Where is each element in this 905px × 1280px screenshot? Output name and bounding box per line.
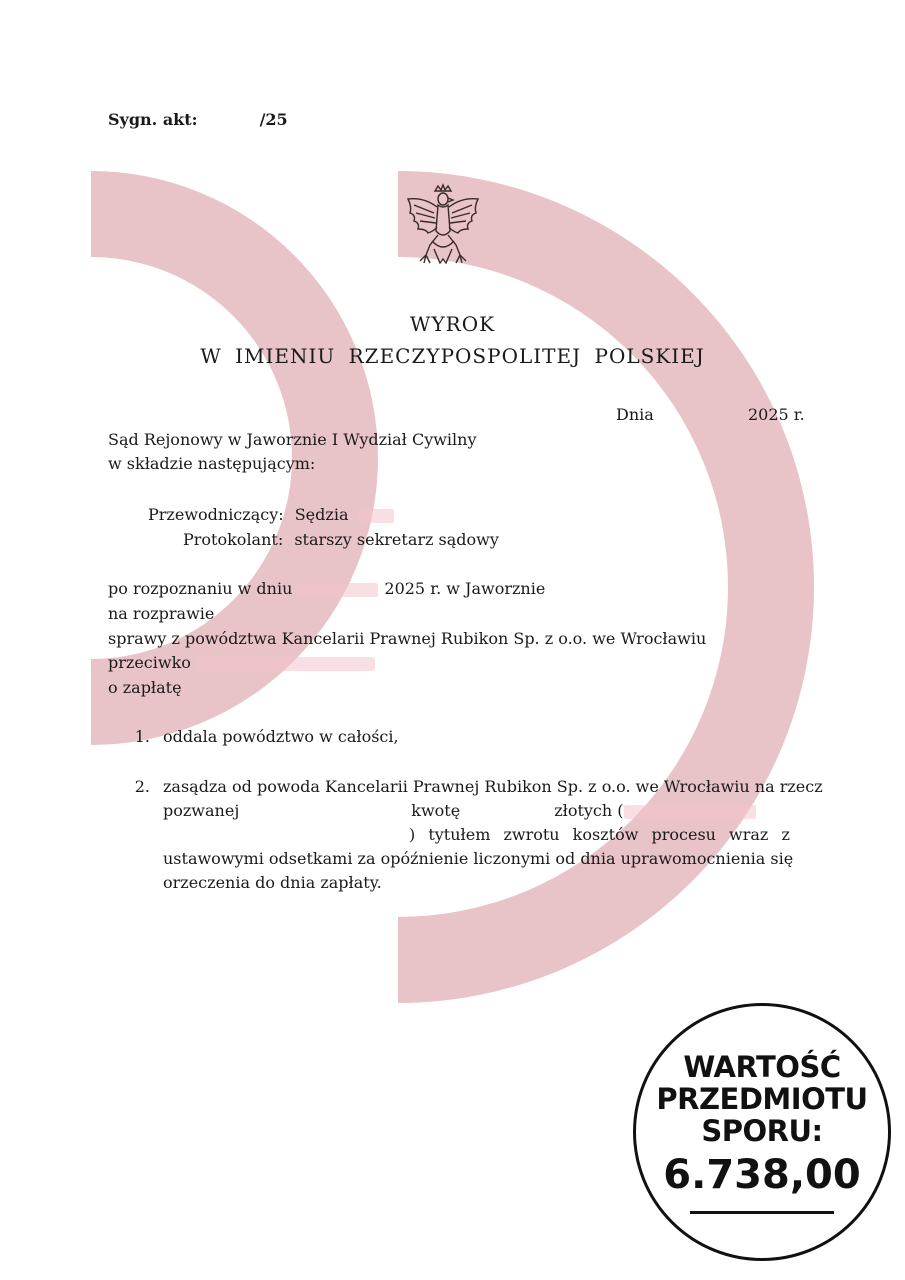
- proceedings-line-3: sprawy z powództwa Kancelarii Prawnej Rubikon Sp. z o.o. we Wrocławiu: [108, 629, 707, 648]
- stamp-line-2: PRZEDMIOTU: [656, 1081, 868, 1116]
- item-2-amount-label: kwotę: [411, 801, 461, 820]
- judgment-date: [616, 403, 805, 427]
- redaction: [624, 805, 756, 819]
- clerk-row: [183, 528, 564, 552]
- document-title: WYROK: [409, 312, 496, 336]
- court-composition: w składzie następującym:: [108, 454, 316, 473]
- chair-row: [148, 503, 394, 527]
- document-subtitle: W IMIENIU RZECZYPOSPOLITEJ POLSKIEJ: [200, 344, 705, 368]
- redaction: [296, 583, 378, 597]
- stamp-underline: [690, 1211, 834, 1214]
- polish-eagle-emblem-icon: [404, 183, 482, 269]
- redaction: [163, 829, 409, 843]
- chair-label: Przewodniczący:: [148, 505, 284, 524]
- item-number: 2.: [134, 777, 150, 796]
- item-2-line-3: [163, 823, 797, 847]
- item-2-line-4: ustawowymi odsetkami za opóźnienie liczonymi od dnia uprawomocnienia się: [163, 849, 794, 868]
- proceedings-line-4: [108, 651, 375, 675]
- item-number: 1.: [134, 727, 150, 746]
- stamp-value: 6.738,00: [663, 1151, 861, 1198]
- proceedings-date-prefix: po rozpoznaniu w dniu: [108, 579, 293, 598]
- clerk-role: starszy sekretarz sądowy: [294, 530, 499, 549]
- item-text: oddala powództwo w całości,: [163, 727, 399, 746]
- redaction: [659, 409, 743, 423]
- case-number-suffix: /25: [259, 110, 288, 129]
- redaction: [197, 657, 375, 671]
- redaction: [504, 534, 564, 548]
- court-name: Sąd Rejonowy w Jaworznie I Wydział Cywilny: [108, 430, 477, 449]
- redaction: [358, 509, 394, 523]
- clerk-label: Protokolant:: [183, 530, 284, 549]
- chair-role: Sędzia: [294, 505, 349, 524]
- proceedings-line-5: o zapłatę: [108, 678, 182, 697]
- redaction: [239, 805, 411, 819]
- item-2-line-5: orzeczenia do dnia zapłaty.: [163, 873, 382, 892]
- date-year: 2025 r.: [747, 405, 805, 424]
- item-2-defendant-label: pozwanej: [163, 801, 240, 820]
- case-number: [108, 108, 288, 132]
- stamp-line-3: SPORU:: [701, 1113, 823, 1148]
- date-prefix: Dnia: [616, 405, 654, 424]
- stamp-line-1: WARTOŚĆ: [683, 1049, 841, 1084]
- item-2-line-1: zasądza od powoda Kancelarii Prawnej Rubikon Sp. z o.o. we Wrocławiu na rzecz: [163, 777, 823, 796]
- against-label: przeciwko: [108, 653, 191, 672]
- item-2-costs-text: ) tytułem zwrotu kosztów procesu wraz z: [409, 825, 790, 844]
- case-number-label: Sygn. akt:: [108, 110, 198, 129]
- redaction: [198, 114, 260, 128]
- item-2-currency-label: złotych (: [554, 801, 624, 820]
- redaction: [460, 805, 554, 819]
- dispute-value-stamp: [633, 1003, 891, 1261]
- item-2-line-2: [163, 799, 756, 823]
- proceedings-date-suffix: 2025 r. w Jaworznie: [384, 579, 546, 598]
- proceedings-line-2: na rozprawie: [108, 604, 215, 623]
- proceedings-line-1: [108, 577, 545, 601]
